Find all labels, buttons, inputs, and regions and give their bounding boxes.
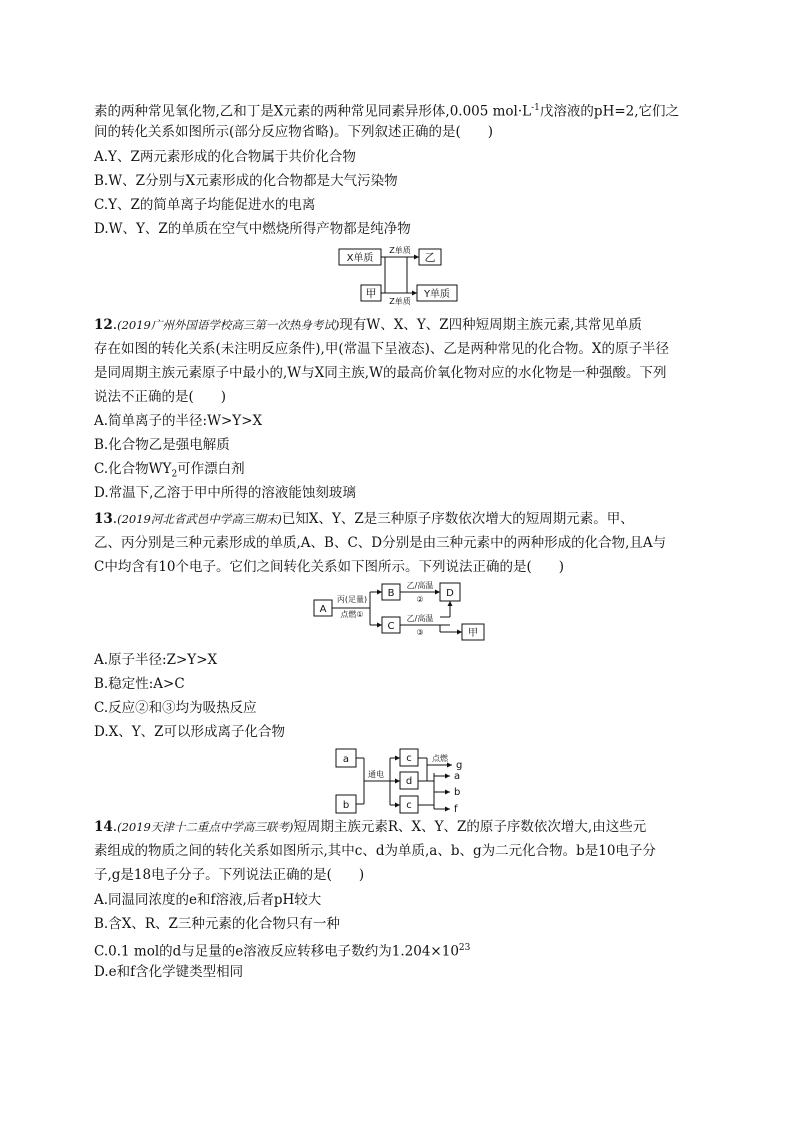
q14-option-a: A.同温同浓度的e和f溶液,后者pH较大 xyxy=(94,892,322,908)
q14-label-c2: c xyxy=(406,800,412,811)
q12-option-c: C.化合物$WY_2$可作漂白剂 xyxy=(94,461,245,480)
q13-label-b: B xyxy=(387,588,395,599)
q11-option-d: D.W、Y、Z的单质在空气中燃烧所得产物都是纯净物 xyxy=(94,221,411,237)
q13-arrowhead-b xyxy=(377,590,382,595)
q14-arrowhead-f xyxy=(445,807,450,812)
q13-arrowhead-d-up xyxy=(448,601,453,606)
q13-label-c: C xyxy=(387,621,395,632)
q12-stem-line4: 说法不正确的是( ) xyxy=(94,389,227,405)
q13-label-a: A xyxy=(319,604,327,615)
q11-arrowhead-bottom xyxy=(412,291,417,296)
q13-cond3-bottom: ③ xyxy=(416,628,424,637)
q11-label-jia: 甲 xyxy=(365,287,377,300)
q12-stem-line1: 12.(2019广州外国语学校高三第一次热身考试)现有W、X、Y、Z四种短周期主族元素,其常见单质 xyxy=(94,317,642,333)
q13-arrowhead-d xyxy=(435,590,440,595)
q12-stem-line3: 是同周期主族元素原子中最小的,W与X同主族,W的最高价氧化物对应的水化物是一种强酸。下列 xyxy=(94,365,667,381)
q14-arrowhead-c2 xyxy=(395,803,400,808)
q14-option-b: B.含X、R、Z三种元素的化合物只有一种 xyxy=(94,916,340,932)
q14-arrowhead-a xyxy=(445,774,450,779)
q11-option-c: C.Y、Z的简单离子均能促进水的电离 xyxy=(94,197,316,213)
q13-stem-line3: C中均含有10个电子。它们之间转化关系如下图所示。下列说法正确的是( ) xyxy=(94,559,565,575)
q11-stem-line2: 间的转化关系如图所示(部分反应物省略)。下列叙述正确的是( ) xyxy=(94,124,494,140)
q14-stem-line1: 14.(2019天津十二重点中学高三联考)短周期主族元素R、X、Y、Z的原子序数依次增大,由这些元 xyxy=(94,819,647,835)
q12-option-d: D.常温下,乙溶于甲中所得的溶液能蚀刻玻璃 xyxy=(94,485,356,501)
q13-option-d: D.X、Y、Z可以形成离子化合物 xyxy=(94,724,286,740)
q13-label-jia: 甲 xyxy=(468,628,478,639)
q13-arrowhead-jia xyxy=(457,630,462,635)
q11-option-a: A.Y、Z两元素形成的化合物属于共价化合物 xyxy=(94,149,356,165)
q14-label-out-a: a xyxy=(454,771,461,782)
q14-label-out-f: f xyxy=(454,804,458,815)
q14-stem-line2: 素组成的物质之间的转化关系如图所示,其中c、d为单质,a、b、g为二元化合物。b是10电子分 xyxy=(94,843,656,859)
q13-cond2-top: 乙/高温 xyxy=(406,581,434,590)
q13-arrowhead-c xyxy=(377,623,382,628)
q14-label-d: d xyxy=(405,776,413,787)
q14-label-a: a xyxy=(342,754,350,765)
q14-arrowhead-d xyxy=(395,779,400,784)
q11-diagram xyxy=(335,245,460,305)
q14-label-out-b: b xyxy=(454,787,461,798)
q13-cond1-bottom: 点燃① xyxy=(340,610,364,619)
q11-label-x-single: X单质 xyxy=(346,253,374,264)
q11-stem-line1: 素的两种常见氧化物,乙和丁是X元素的两种常见同素异形体,0.005 $mol\cdot L^{-1}$戊溶液的pH=2,它们之 xyxy=(94,103,680,120)
q13-cond3-top: 乙/高温 xyxy=(406,614,434,623)
q13-diagram xyxy=(312,580,490,642)
q11-option-b: B.W、Z分别与X元素形成的化合物都是大气污染物 xyxy=(94,173,398,189)
q11-label-y-single: Y单质 xyxy=(423,289,451,300)
q14-label-c1: c xyxy=(406,753,412,764)
q14-option-c: C.0.1 mol的d与足量的e溶液反应转移电子数约为$1.204\times 10^{23}$ xyxy=(94,943,471,960)
q14-arrowhead-b xyxy=(445,790,450,795)
q13-stem-line1: 13.(2019河北省武邑中学高三期末)已知X、Y、Z是三种原子序数依次增大的短周期元素。甲、 xyxy=(94,511,634,527)
q11-arrowhead-top xyxy=(414,255,419,260)
q14-stem-line3: 子,g是18电子分子。下列说法正确的是( ) xyxy=(94,867,365,883)
q11-label-z-bottom: Z单质 xyxy=(389,297,411,305)
q14-label-b: b xyxy=(342,800,350,811)
q11-label-z-top: Z单质 xyxy=(389,246,411,255)
q14-label-out-g: g xyxy=(456,760,463,771)
q13-option-b: B.稳定性:A>C xyxy=(94,676,185,692)
q12-stem-line2: 存在如图的转化关系(未注明反应条件),甲(常温下呈液态)、乙是两种常见的化合物。X的原子半径 xyxy=(94,341,669,357)
q14-option-d: D.e和f含化学键类型相同 xyxy=(94,964,244,980)
q14-label-dianran: 点燃 xyxy=(432,754,448,763)
q13-option-c: C.反应②和③均为吸热反应 xyxy=(94,700,257,716)
q14-diagram xyxy=(332,745,472,817)
q12-option-a: A.简单离子的半径:W>Y>X xyxy=(94,413,263,429)
q11-label-yi: 乙 xyxy=(424,251,436,264)
q13-option-a: A.原子半径:Z>Y>X xyxy=(94,652,218,668)
q13-cond2-bottom: ② xyxy=(416,595,424,604)
q13-label-d: D xyxy=(446,588,454,599)
q14-arrowhead-g xyxy=(447,763,452,768)
q14-label-tongdian: 通电 xyxy=(368,770,384,779)
q13-stem-line2: 乙、丙分别是三种元素形成的单质,A、B、C、D分别是由三种元素中的两种形成的化合物,且A与 xyxy=(94,535,667,551)
q13-cond1-top: 丙(足量) xyxy=(336,595,368,604)
q12-option-b: B.化合物乙是强电解质 xyxy=(94,437,230,453)
q14-arrowhead-c1 xyxy=(395,756,400,761)
